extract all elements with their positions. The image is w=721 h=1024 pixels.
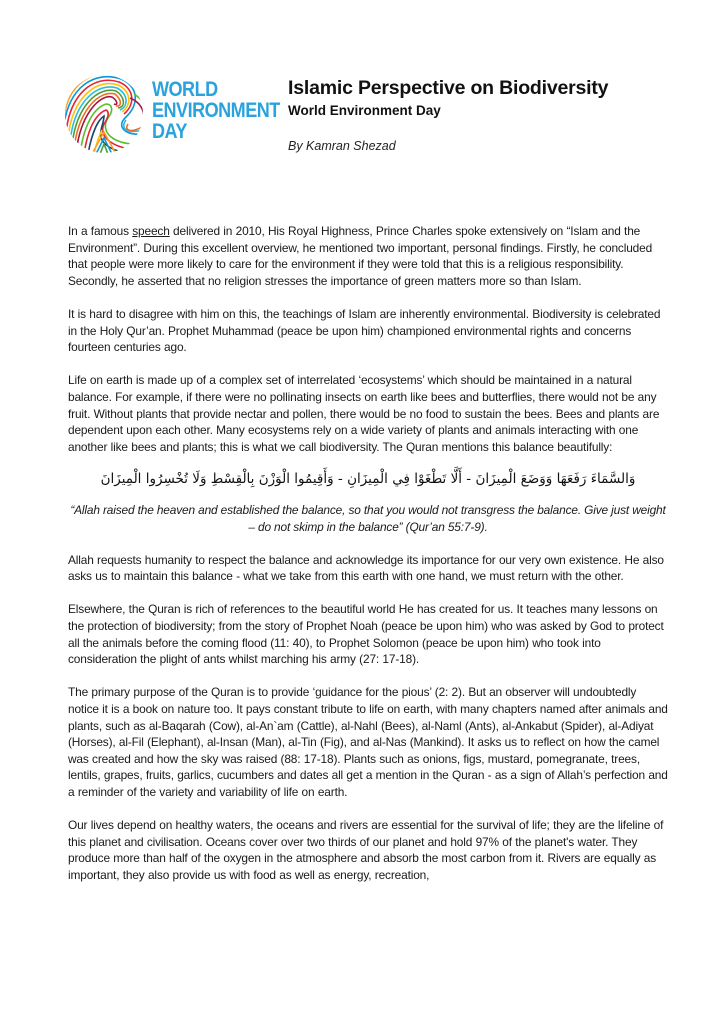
page-subtitle: World Environment Day xyxy=(288,103,441,118)
arabic-verse: وَالسَّمَاءَ رَفَعَهَا وَوَضَعَ الْمِيزَانَ - أَلَّا تَطْغَوْا فِي الْمِيزَانِ - وَأَقِيمُوا الْوَزْنَ بِالْقِسْطِ وَلَا تُخْسِرُوا الْمِيزَانَ xyxy=(100,470,636,487)
paragraph-1 xyxy=(68,223,668,289)
paragraph-6: The primary purpose of the Quran is to provide ‘guidance for the pious’ (2: 2). But an observer will undoubtedly notice it is a book on nature too. It pays constant tribute to life on earth, with many chapters named after animals and plants, such as al-Baqarah (Cow), al-An`am (Cattle), al-Nahl (Bees), al-Naml (Ants), al-Ankabut (Spider), al-Adiyat (Horses), al-Fil (Elephant), al-Insan (Man), al-Tin (Fig), and al-Nas (Mankind). It asks us to reflect on how the camel was created and how the sky was raised (88: 17-18). Plants such as onions, figs, mustard, pomegranate, trees, lentils, grapes, fruits, garlics, cucumbers and dates all get a mention in the Quran - as a sign of Allah’s perfection and a reminder of the variety and variability of life on earth. xyxy=(68,685,668,799)
speech-link[interactable]: speech xyxy=(132,224,170,238)
author-byline: By Kamran Shezad xyxy=(288,139,396,153)
fingerprint-logo-icon xyxy=(64,74,144,154)
paragraph-4: Allah requests humanity to respect the balance and acknowledge its importance for our very own existence. He also asks us to maintain this balance - what we take from this earth with one hand, we must return with the other. xyxy=(68,552,664,584)
paragraph-3: Life on earth is made up of a complex set of interrelated ‘ecosystems’ which should be maintained in a natural balance. For example, if there were no pollinating insects on earth like bees and butterflies, there would not be any fruit. Without plants that provide nectar and pollen, there would be no food to sustain the bees. Bees and plants are dependent upon each other. Many ecosystems rely on a wide variety of plants and animals interacting with one another like bees and plants; this is what we call biodiversity. The Quran mentions this balance beautifully: xyxy=(68,373,660,454)
paragraph-5: Elsewhere, the Quran is rich of references to the beautiful world He has created for us. It teaches many lessons on the protection of biodiversity; from the story of Prophet Noah (peace be upon him) who was asked by God to protect all the animals before the coming flood (11: 40), to Prophet Solomon (peace be upon him) who took into consideration the plight of ants whilst marching his army (27: 17-18). xyxy=(68,602,664,667)
verse-translation-quote: “Allah raised the heaven and established the balance, so that you would not transgress the balance. Give just weight – do not skimp in the balance” (Qur’an 55:7-9). xyxy=(70,502,666,534)
title-block xyxy=(288,76,608,153)
paragraph-2: It is hard to disagree with him on this, the teachings of Islam are inherently environmental. Biodiversity is celebrated in the Holy Qur’an. Prophet Muhammad (peace be upon him) championed environmental rights and concerns fourteen centuries ago. xyxy=(68,306,661,355)
logo-line-environment: ENVIRONMENT xyxy=(152,99,280,122)
page-title: Islamic Perspective on Biodiversity xyxy=(288,77,609,99)
paragraph-7: Our lives depend on healthy waters, the oceans and rivers are essential for the survival of life; they are the lifeline of this planet and civilisation. Oceans cover over two thirds of our planet and hold 97% of the planet's water. They produce more than half of the oxygen in the atmosphere and absorb the most carbon from it. Rivers are equally as important, they also provide us with food as well as energy, recreation, xyxy=(68,818,664,882)
paragraph-1-rest: delivered in 2010, His Royal Highness, Prince Charles spoke extensively on “Islam and the Environment”. During this excellent overview, he mentioned two important, personal findings. Firstly, he concluded that people were more likely to care for the environment if they were told that this is a religious responsibility. Secondly, he asserted that no religion stresses the importance of green matters more so than Islam. xyxy=(68,224,653,288)
logo-line-world: WORLD xyxy=(152,78,218,101)
article-body xyxy=(68,223,668,900)
world-environment-day-logo xyxy=(64,74,280,158)
logo-line-day: DAY xyxy=(152,120,187,143)
paragraph-1-lead: In a famous xyxy=(68,224,133,238)
logo-wordmark xyxy=(152,79,280,142)
